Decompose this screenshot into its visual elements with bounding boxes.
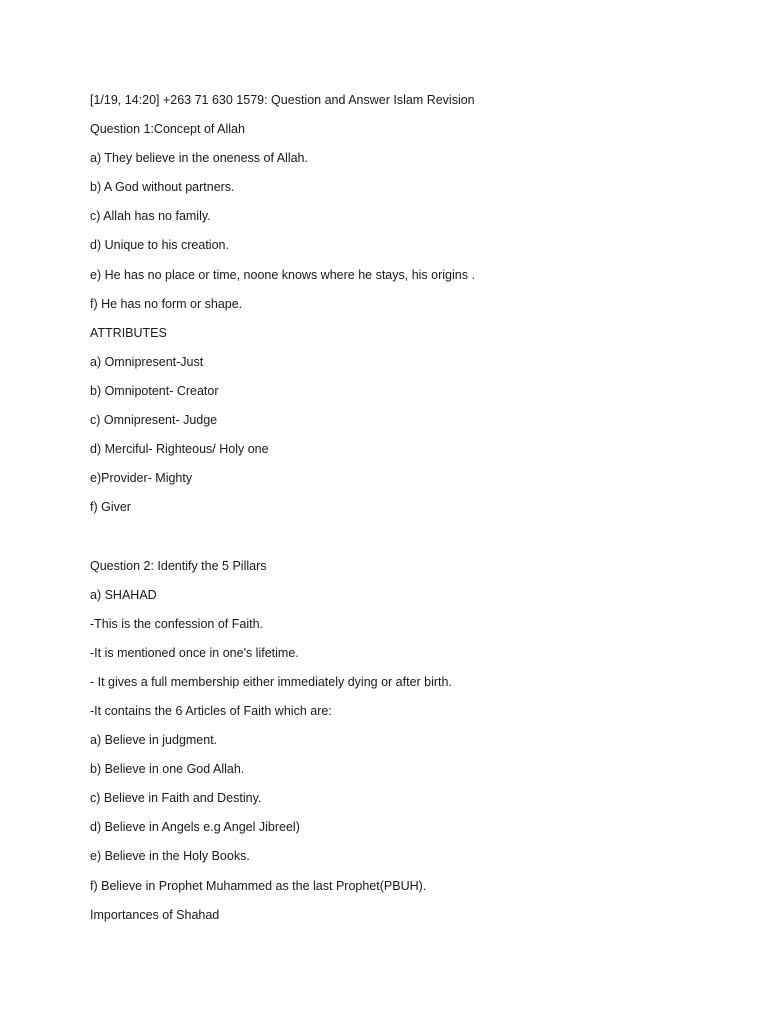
list-item: e) He has no place or time, noone knows where he stays, his origins . xyxy=(90,267,475,282)
list-item: d) Unique to his creation. xyxy=(90,238,229,253)
attribute-item: a) Omnipresent-Just xyxy=(90,354,204,369)
importances-heading: Importances of Shahad xyxy=(90,907,220,922)
article-item: e) Believe in the Holy Books. xyxy=(90,849,250,864)
list-item: c) Allah has no family. xyxy=(90,209,211,224)
article-item: c) Believe in Faith and Destiny. xyxy=(90,791,262,806)
article-item: d) Believe in Angels e.g Angel Jibreel) xyxy=(90,820,300,835)
note-item: -It is mentioned once in one's lifetime. xyxy=(90,645,299,660)
list-item: f) He has no form or shape. xyxy=(90,296,243,311)
paragraph-gap xyxy=(90,528,730,557)
note-item: -It contains the 6 Articles of Faith which are: xyxy=(90,703,332,718)
attribute-item: f) Giver xyxy=(90,500,131,515)
article-item: a) Believe in judgment. xyxy=(90,733,218,748)
pillar-heading: a) SHAHAD xyxy=(90,587,157,602)
header-line: [1/19, 14:20] +263 71 630 1579: Question and Answer Islam Revision xyxy=(90,93,475,107)
list-item: b) A God without partners. xyxy=(90,180,235,195)
question-2-title: Question 2: Identify the 5 Pillars xyxy=(90,558,267,573)
attributes-heading: ATTRIBUTES xyxy=(90,325,167,340)
list-item: a) They believe in the oneness of Allah. xyxy=(90,151,308,166)
article-item: f) Believe in Prophet Muhammed as the last Prophet(PBUH). xyxy=(90,878,427,893)
document-page xyxy=(90,92,730,936)
attribute-item: c) Omnipresent- Judge xyxy=(90,413,218,428)
note-item: -This is the confession of Faith. xyxy=(90,616,263,631)
article-item: b) Believe in one God Allah. xyxy=(90,762,245,777)
attribute-item: b) Omnipotent- Creator xyxy=(90,383,219,398)
note-item: - It gives a full membership either immediately dying or after birth. xyxy=(90,674,452,689)
attribute-item: d) Merciful- Righteous/ Holy one xyxy=(90,442,269,457)
attribute-item: e)Provider- Mighty xyxy=(90,471,193,486)
question-1-title: Question 1:Concept of Allah xyxy=(90,122,245,137)
